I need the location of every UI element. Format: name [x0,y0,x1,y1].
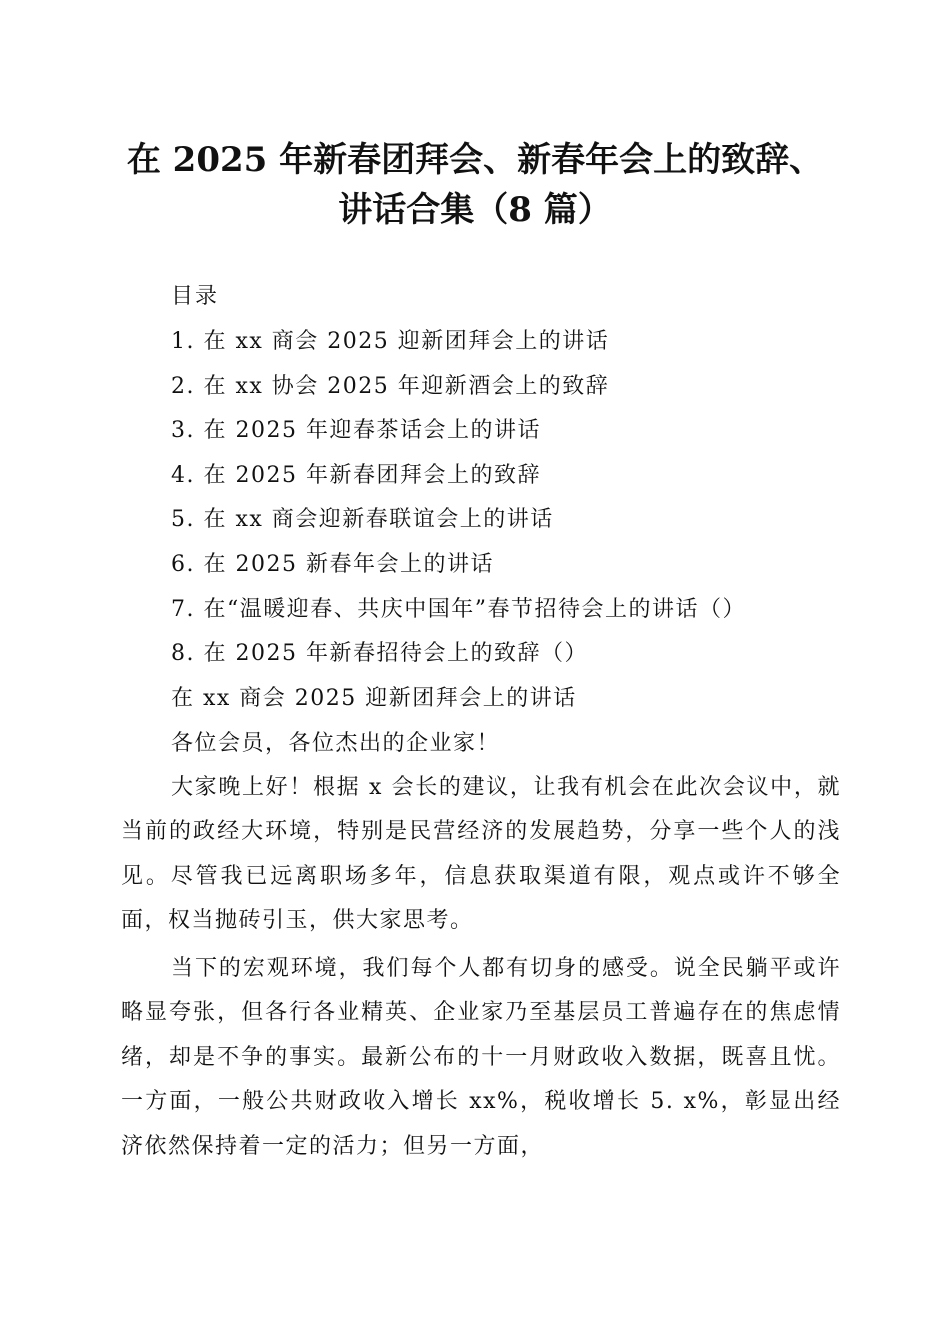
toc-item-1: 1. 在 xx 商会 2025 迎新团拜会上的讲话 [171,329,610,354]
document-title [100,135,850,235]
section-title: 在 xx 商会 2025 迎新团拜会上的讲话 [171,686,577,711]
title-line-2: 讲话合集（8 篇） [338,190,612,230]
table-of-contents [171,327,746,684]
salutation: 各位会员，各位杰出的企业家！ [171,731,501,756]
toc-heading: 目录 [171,284,220,309]
toc-item-4: 4. 在 2025 年新春团拜会上的致辞 [171,462,541,488]
toc-item-3: 3. 在 2025 年迎春茶话会上的讲话 [171,418,541,444]
body-paragraph-1: 大家晚上好！根据 x 会长的建议，让我有机会在此次会议中，就当前的政经大环境，特别是民营经济的发展趋势，分享一些个人的浅见。尽管我已远离职场多年，信息获取渠道有限，观点或许不够全面，权当抛砖引玉，供大家思考。 [121,775,841,934]
body-paragraph-2: 当下的宏观环境，我们每个人都有切身的感受。说全民躺平或许略显夸张，但各行各业精英、企业家乃至基层员工普遍存在的焦虑情绪，却是不争的事实。最新公布的十一月财政收入数据，既喜且忧。一方面，一般公共财政收入增长 xx%，税收增长 5. x%，彰显出经济依然保持着一定的活力；但另一方面， [121,956,841,1159]
toc-item-2: 2. 在 xx 协会 2025 年迎新酒会上的致辞 [171,373,610,399]
title-line-1: 在 2025 年新春团拜会、新春年会上的致辞、 [126,140,824,180]
toc-item-7: 7. 在“温暖迎春、共庆中国年”春节招待会上的讲话（） [171,596,746,622]
toc-item-8: 8. 在 2025 年新春招待会上的致辞（） [171,641,588,667]
toc-item-6: 6. 在 2025 新春年会上的讲话 [171,551,494,577]
toc-item-5: 5. 在 xx 商会迎新春联谊会上的讲话 [171,507,554,533]
